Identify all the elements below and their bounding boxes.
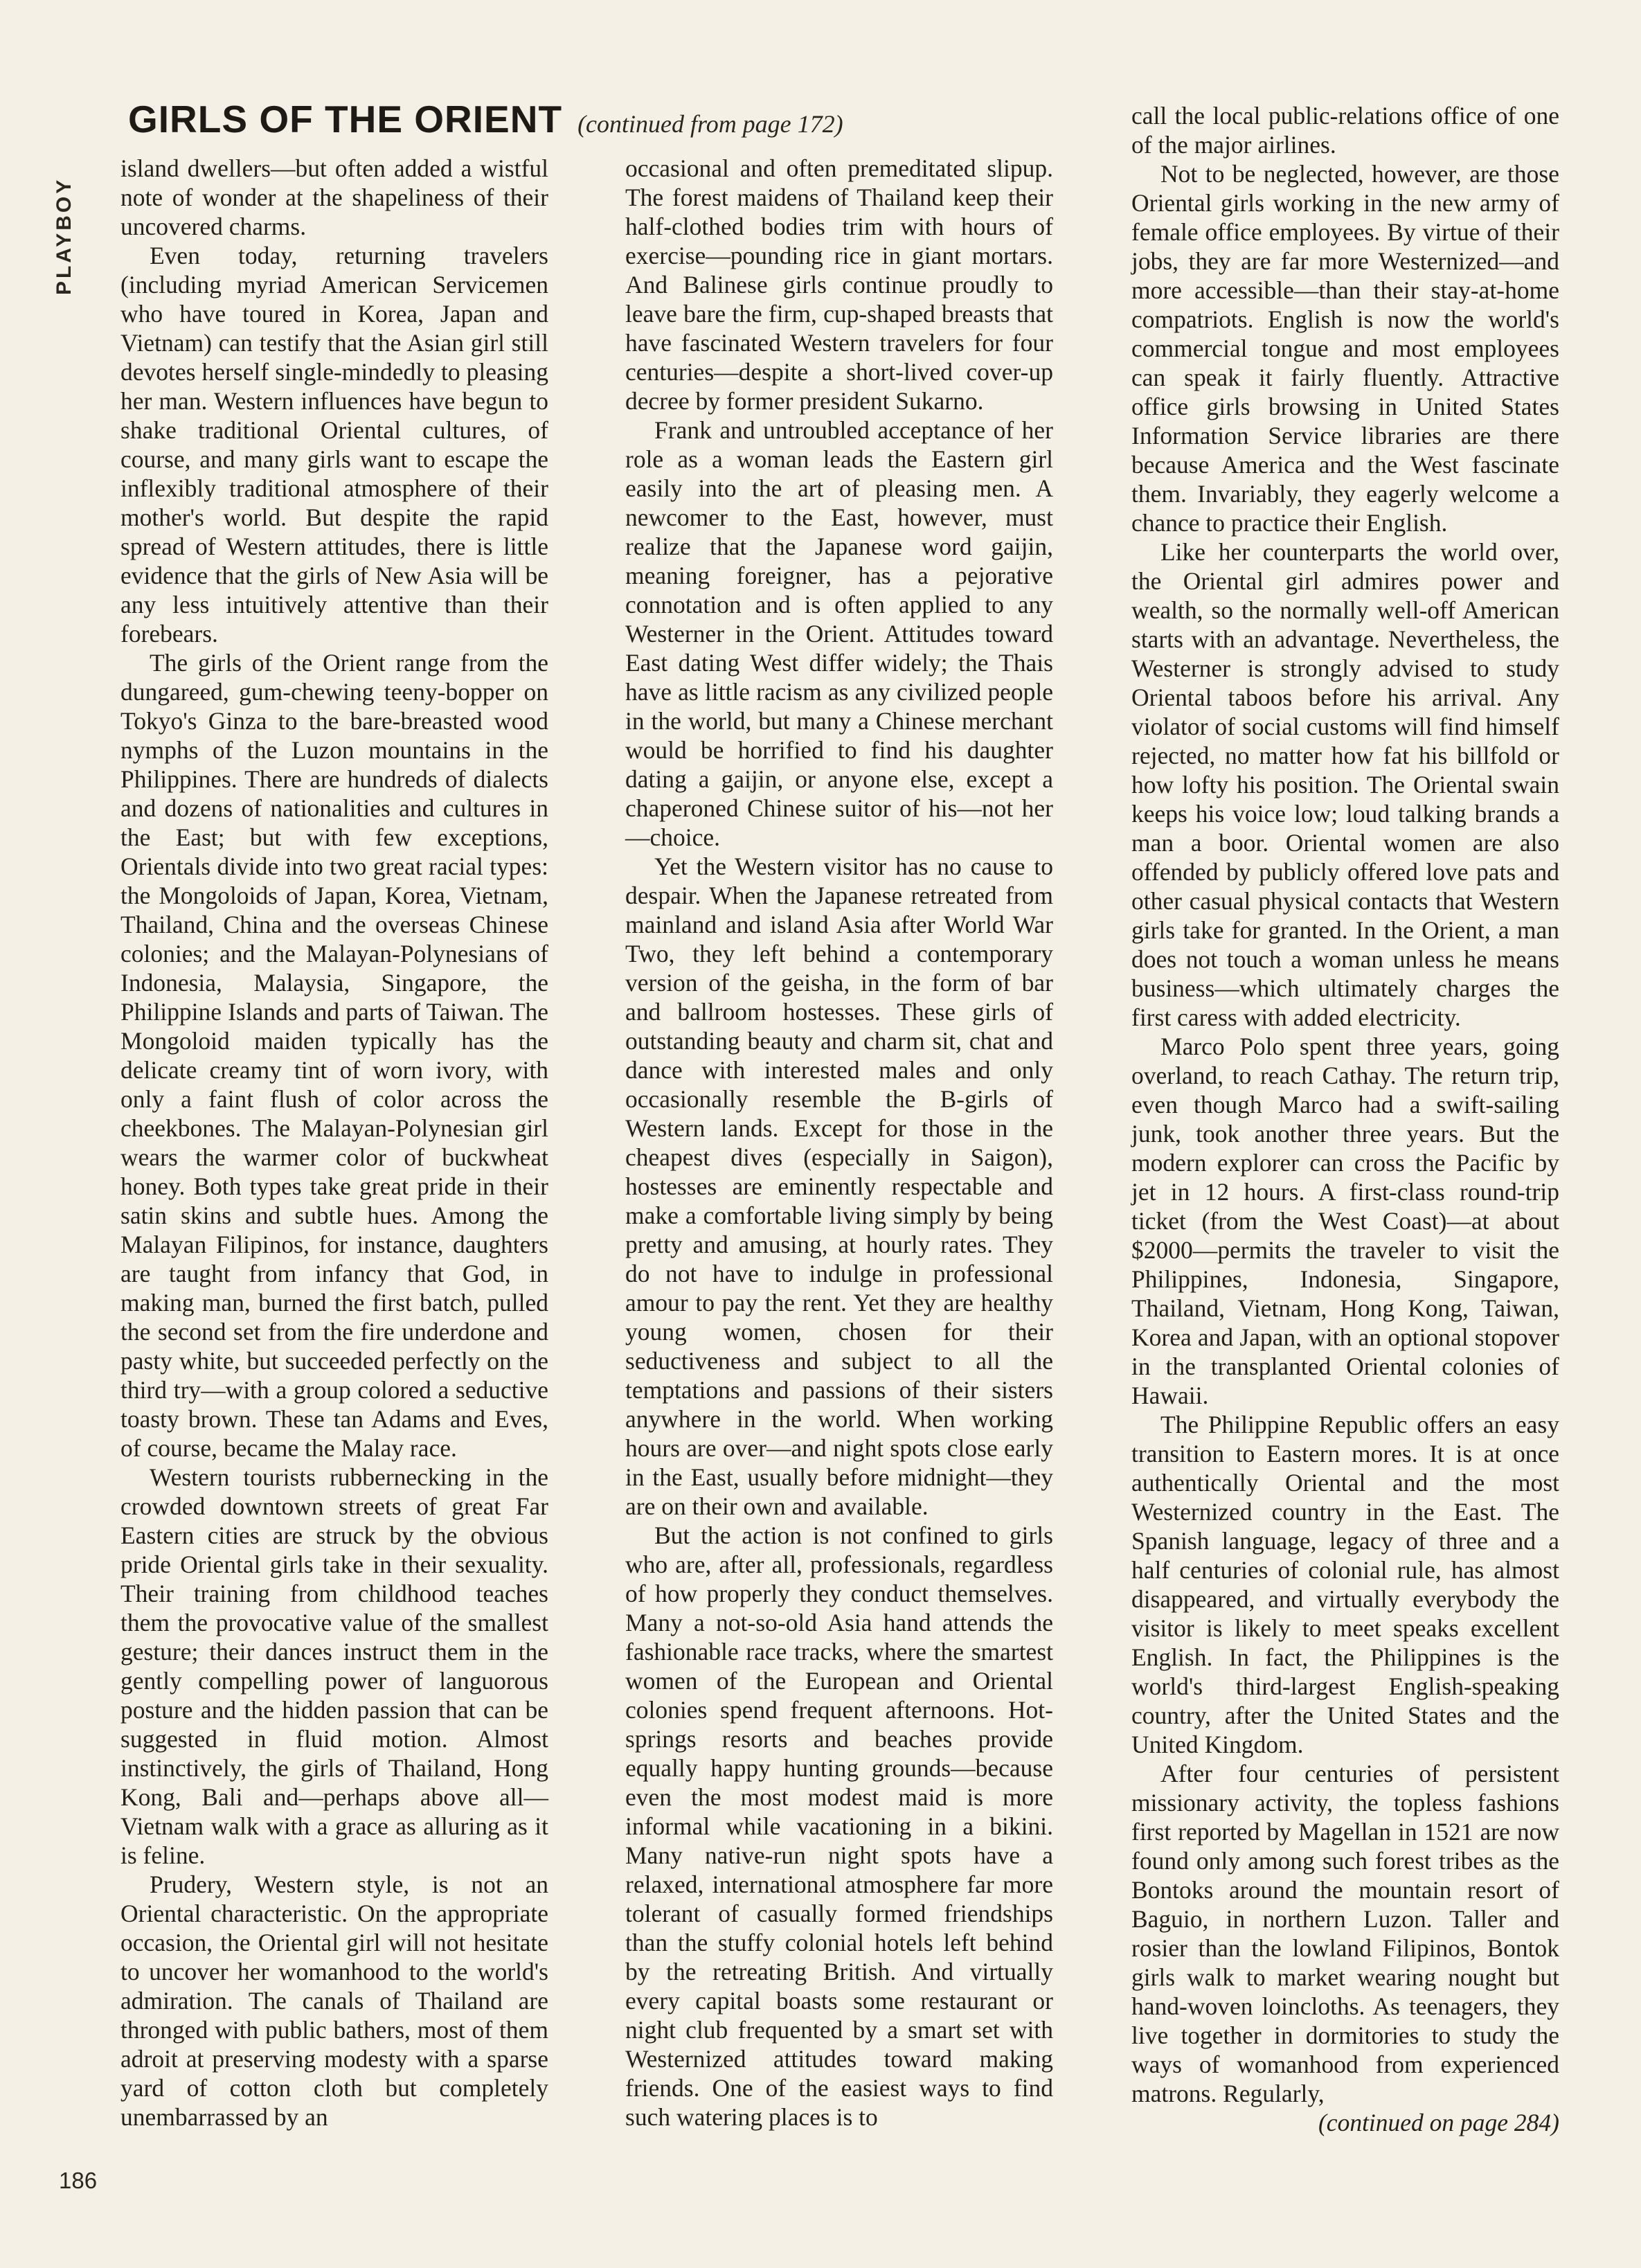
paragraph: Like her counterparts the world over, the Oriental girl admires power and wealth, so the normally well-off American starts with an advantage. Nevertheless, the Westerner is strongly advised to study Oriental taboos before his arrival. Any violator of social customs will find himself rejected, no matter how fat his billfold or how lofty his position. The Oriental swain keeps his voice low; loud talking brands a man a boor. Oriental women are also offended by publicly offered love pats and other casual physical contacts that Western girls take for granted. In the Orient, a man does not touch a woman unless he means business—which ultimately charges the first caress with added electricity. xyxy=(1131,538,1559,1031)
paragraph: Marco Polo spent three years, going overland, to reach Cathay. The return trip, even though Marco had a swift-sailing junk, took another three years. But the modern explorer can cross the Pacific by jet in 12 hours. A first-class round-trip ticket (from the West Coast)—at about $2000—permits the traveler to visit the Philippines, Indonesia, Singapore, Thailand, Vietnam, Hong Kong, Taiwan, Korea and Japan, with an optional stopover in the transplanted Oriental colonies of Hawaii. xyxy=(1131,1033,1559,1409)
continued-from-note: (continued from page 172) xyxy=(577,110,843,138)
paragraph: The Philippine Republic offers an easy transition to Eastern mores. It is at once authentically Oriental and the most Westernized country in the East. The Spanish language, legacy of three and a half centuries of colonial rule, has almost disappeared, and virtually everybody the visitor is likely to meet speaks excellent English. In fact, the Philippines is the world's third-largest English-speaking country, after the United States and the United Kingdom. xyxy=(1131,1411,1559,1758)
paragraph: call the local public-relations office of one of the major airlines. xyxy=(1131,102,1559,159)
paragraph: Western tourists rubbernecking in the crowded downtown streets of great Far Eastern cities are struck by the obvious pride Oriental girls take in their sexuality. Their training from childhood teaches them the provocative value of the smallest gesture; their dances instruct them in the gently compelling power of languorous posture and the hidden passion that can be suggested in fluid motion. Almost instinctively, the girls of Thailand, Hong Kong, Bali and—perhaps above all—Vietnam walk with a grace as alluring as it is feline. xyxy=(120,1463,548,1869)
paragraph: The girls of the Orient range from the dungareed, gum-chewing teeny-bopper on Tokyo's Ginza to the bare-breasted wood nymphs of the Luzon mountains in the Philippines. There are hundreds of dialects and dozens of nationalities and cultures in the East; but with few exceptions, Orientals divide into two great racial types: the Mongoloids of Japan, Korea, Vietnam, Thailand, China and the overseas Chinese colonies; and the Malayan-Polynesians of Indonesia, Malaysia, Singapore, the Philippine Islands and parts of Taiwan. The Mongoloid maiden typically has the delicate creamy tint of worn ivory, with only a faint flush of color across the cheekbones. The Malayan-Polynesian girl wears the warmer color of buckwheat honey. Both types take great pride in their satin skins and subtle hues. Among the Malayan Filipinos, for instance, daughters are taught from infancy that God, in making man, burned the first batch, pulled the second set from the fire underdone and pasty white, but succeeded perfectly on the third try—with a group colored a seductive toasty brown. These tan Adams and Eves, of course, became the Malay race. xyxy=(120,649,548,1462)
page-number: 186 xyxy=(59,2168,98,2193)
paragraph: After four centuries of persistent missionary activity, the topless fashions first reported by Magellan in 1521 are now found only among such forest tribes as the Bontoks around the mountain resort of Baguio, in northern Luzon. Taller and rosier than the lowland Filipinos, Bontok girls walk to market wearing nought but hand-woven loincloths. As teenagers, they live together in dormitories to study the ways of womanhood from experienced matrons. Regularly, xyxy=(1131,1760,1559,2107)
paragraph: But the action is not confined to girls who are, after all, professionals, regardless of how properly they conduct themselves. Many a not-so-old Asia hand attends the fashionable race tracks, where the smartest women of the European and Oriental colonies spend frequent afternoons. Hot-springs resorts and beaches provide equally happy hunting grounds—because even the most modest maid is more informal while vacationing in a bikini. Many native-run night spots have a relaxed, international atmosphere far more tolerant of casually formed friendships than the stuffy colonial hotels left behind by the retreating British. And virtually every capital boasts some restaurant or night club frequented by a smart set with Westernized attitudes toward making friends. One of the easiest ways to find such watering places is to xyxy=(625,1521,1053,2131)
paragraph: Prudery, Western style, is not an Oriental characteristic. On the appropriate occasion, the Oriental girl will not hesitate to uncover her womanhood to the world's admiration. The canals of Thailand are thronged with public bathers, most of them adroit at preserving modesty with a sparse yard of cotton cloth but completely unembarrassed by an xyxy=(120,1870,548,2131)
paragraph: Yet the Western visitor has no cause to despair. When the Japanese retreated from mainland and island Asia after World War Two, they left behind a contemporary version of the geisha, in the form of bar and ballroom hostesses. These girls of outstanding beauty and charm sit, chat and dance with interested males and only occasionally resemble the B-girls of Western lands. Except for those in the cheapest dives (especially in Saigon), hostesses are eminently respectable and make a comfortable living simply by being pretty and amusing, at hourly rates. They do not have to indulge in professional amour to pay the rent. Yet they are healthy young women, chosen for their seductiveness and subject to all the temptations and passions of their sisters anywhere in the world. When working hours are over—and night spots close early in the East, usually before midnight—they are on their own and available. xyxy=(625,852,1053,1520)
article-title: GIRLS OF THE ORIENT xyxy=(128,98,563,141)
article-header xyxy=(128,97,980,145)
text-column-1 xyxy=(120,154,548,2132)
magazine-name-vertical: PLAYBOY xyxy=(53,177,75,296)
paragraph: occasional and often premeditated slipup. The forest maidens of Thailand keep their half-clothed bodies trim with hours of exercise—pounding rice in giant mortars. And Balinese girls continue proudly to leave bare the firm, cup-shaped breasts that have fascinated Western travelers for four centuries—despite a short-lived cover-up decree by former president Sukarno. xyxy=(625,154,1053,415)
paragraph: Not to be neglected, however, are those Oriental girls working in the new army of female office employees. By virtue of their jobs, they are far more Westernized—and more accessible—than their stay-at-home compatriots. English is now the world's commercial tongue and most employees can speak it fairly fluently. Attractive office girls browsing in United States Information Service libraries are there because America and the West fascinate them. Invariably, they eagerly welcome a chance to practice their English. xyxy=(1131,160,1559,537)
continued-on-note: (continued on page 284) xyxy=(1318,2109,1559,2136)
paragraph: Even today, returning travelers (including myriad American Servicemen who have toured in Korea, Japan and Vietnam) can testify that the Asian girl still devotes herself single-mindedly to pleasing her man. Western influences have begun to shake traditional Oriental cultures, of course, and many girls want to escape the inflexibly traditional atmosphere of their mother's world. But despite the rapid spread of Western attitudes, there is little evidence that the girls of New Asia will be any less intuitively attentive than their forebears. xyxy=(120,242,548,648)
text-column-2 xyxy=(625,154,1053,2132)
paragraph: island dwellers—but often added a wistful note of wonder at the shapeliness of their uncovered charms. xyxy=(120,154,548,240)
paragraph: Frank and untroubled acceptance of her role as a woman leads the Eastern girl easily into the art of pleasing men. A newcomer to the East, however, must realize that the Japanese word gaijin, meaning foreigner, has a pejorative connotation and is often applied to any Westerner in the Orient. Attitudes toward East dating West differ widely; the Thais have as little racism as any civilized people in the world, but many a Chinese merchant would be horrified to find his daughter dating a gaijin, or anyone else, except a chaperoned Chinese suitor of his—not her—choice. xyxy=(625,416,1053,851)
text-column-3 xyxy=(1131,101,1559,2137)
